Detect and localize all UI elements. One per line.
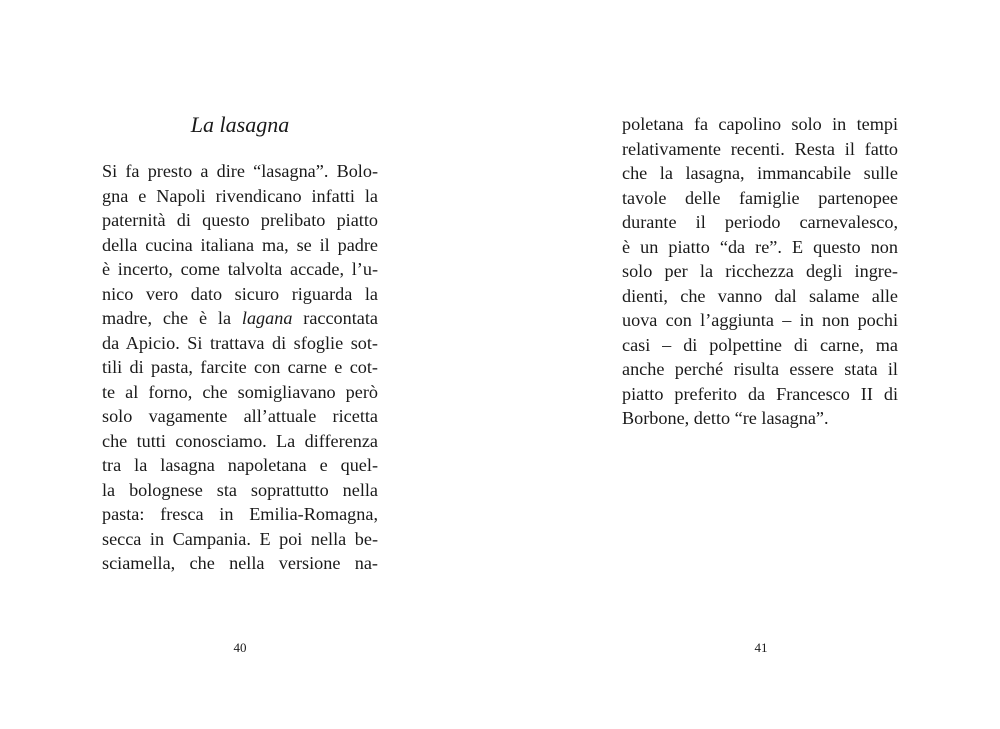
right-page	[500, 0, 1000, 729]
text-line: relativamente recenti. Resta il fatto	[622, 138, 898, 159]
chapter-title: La lasagna	[190, 112, 290, 137]
text-line: che tutti conosciamo. La differenza	[102, 430, 378, 451]
page-number-left: 40	[233, 640, 247, 655]
text-line: solo vagamente all’attuale ricetta	[102, 406, 378, 426]
text-line: è incerto, come talvolta accade, l’u-	[102, 259, 378, 279]
text-line: che la lasagna, immancabile sulle	[622, 163, 898, 183]
text-line: tavole delle famiglie partenopee	[622, 187, 898, 208]
text-line: pasta: fresca in Emilia-Romagna,	[102, 504, 378, 524]
left-text-column	[102, 159, 378, 576]
text-line: tili di pasta, farcite con carne e cot-	[102, 357, 378, 377]
text-line: uova con l’aggiunta – in non pochi	[622, 310, 898, 330]
text-line: poletana fa capolino solo in tempi	[622, 114, 898, 134]
text-line: piatto preferito da Francesco II di	[622, 383, 898, 404]
text-line: paternità di questo prelibato piatto	[102, 210, 378, 230]
text-line: dienti, che vanno dal salame alle	[622, 285, 898, 306]
text-line: nico vero dato sicuro riguarda la	[102, 283, 378, 304]
text-line: solo per la ricchezza degli ingre-	[622, 261, 898, 281]
text-line: te al forno, che somigliavano però	[102, 381, 378, 402]
text-line: della cucina italiana ma, se il padre	[102, 234, 378, 255]
text-line: Si fa presto a dire “lasagna”. Bolo-	[102, 161, 378, 181]
text-line: anche perché risulta essere stata il	[622, 359, 898, 379]
text-line: da Apicio. Si trattava di sfoglie sot-	[102, 332, 378, 353]
text-line: tra la lasagna napoletana e quel-	[102, 455, 378, 475]
text-line: durante il periodo carnevalesco,	[622, 212, 898, 232]
text-span: raccontata	[292, 308, 378, 328]
italic-term-lagana: lagana	[241, 308, 293, 328]
text-line: gna e Napoli rivendicano infatti la	[102, 185, 378, 206]
text-line: sciamella, che nella versione na-	[102, 553, 378, 573]
text-line: la bolognese sta soprattutto nella	[102, 479, 378, 500]
text-line: secca in Campania. E poi nella be-	[102, 528, 378, 549]
right-text-column	[622, 112, 898, 431]
text-line-with-italic	[102, 306, 378, 331]
text-line: casi – di polpettine di carne, ma	[622, 334, 898, 355]
text-line: è un piatto “da re”. E questo non	[622, 236, 898, 257]
text-line-last: Borbone, detto “re lasagna”.	[622, 408, 829, 428]
page-number-right: 41	[754, 640, 768, 655]
text-span: madre, che è la	[102, 308, 242, 328]
